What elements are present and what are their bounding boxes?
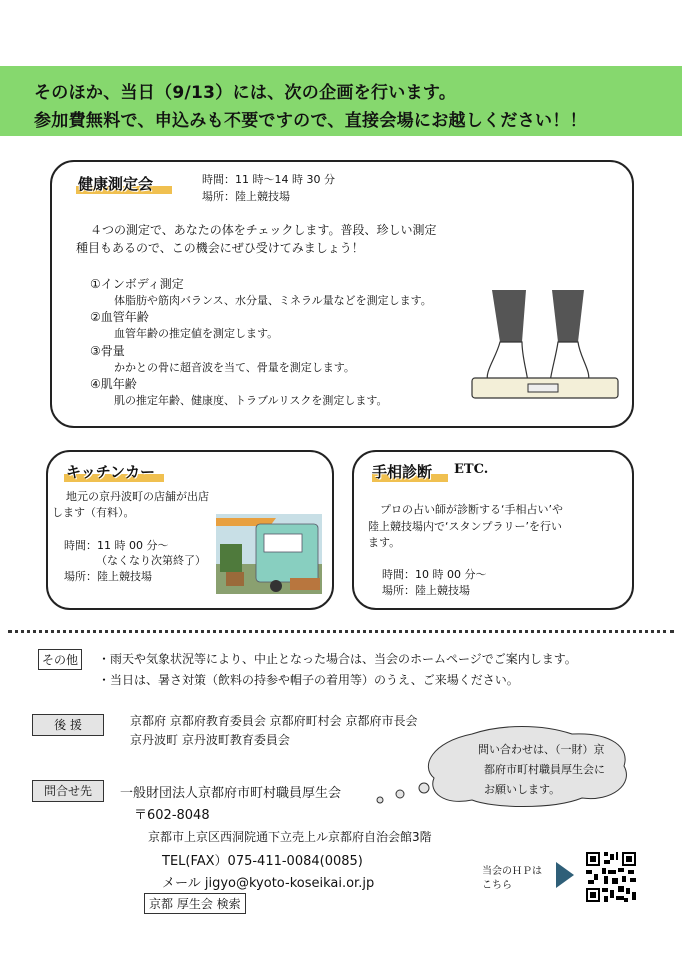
kitchen-desc-1: 地元の京丹波町の店舗が出店 (66, 490, 209, 503)
top-banner (0, 66, 682, 136)
banner-line-1: そのほか、当日（9/13）には、次の企画を行います。 (34, 83, 457, 103)
contact-mail[interactable]: メール jigyo@kyoto-koseikai.or.jp (162, 876, 375, 891)
hp-line-1: 当会のＨＰは (482, 866, 542, 877)
support-line-1: 京都府 京都府教育委員会 京都府町村会 京都府市長会 (130, 714, 418, 728)
hp-line-2: こちら (482, 880, 512, 891)
health-item-desc: 血管年齢の推定値を測定します。 (114, 327, 279, 340)
health-item-desc: かかとの骨に超音波を当て、骨量を測定します。 (114, 361, 355, 374)
bubble-line-2: 都府市町村職員厚生会に (484, 763, 605, 776)
scale-feet-illustration (466, 286, 624, 404)
health-item-name: ②血管年齢 (90, 310, 149, 324)
contact-tel: TEL(FAX）075-411-0084(0085) (162, 854, 363, 869)
banner-line-2: 参加費無料で、申込みも不要ですので、直接会場にお越しください！！ (34, 111, 587, 131)
health-item-name: ①インボディ測定 (90, 277, 184, 291)
kitchen-place: 場所：陸上競技場 (64, 570, 152, 583)
contact-label: 問合せ先 (32, 780, 104, 802)
contact-address: 京都市上京区西洞院通下立売上ル京都府自治会館3階 (148, 830, 432, 844)
bubble-line-1: 問い合わせは、（一財）京 (478, 743, 605, 756)
health-item-name: ③骨量 (90, 344, 125, 358)
kitchen-title: キッチンカー (66, 463, 155, 481)
health-intro-1: ４つの測定で、あなたの体をチェックします。普段、珍しい測定 (90, 223, 437, 237)
section-divider (8, 630, 674, 633)
other-label: その他 (38, 649, 82, 670)
kitchen-time: 時間：11 時 00 分～ (64, 539, 169, 552)
health-place: 場所：陸上競技場 (202, 190, 290, 203)
search-keyword-box: 京都 厚生会 検索 (144, 893, 246, 914)
health-time: 時間：11 時～14 時 30 分 (202, 173, 335, 186)
arrow-right-icon (556, 862, 574, 888)
other-note-1: ・雨天や気象状況等により、中止となった場合は、当会のホームページでご案内します。 (98, 652, 577, 666)
qr-code[interactable] (584, 850, 638, 904)
contact-zip: 〒602-8048 (134, 808, 210, 823)
palm-desc-3: ます。 (368, 536, 401, 549)
kitchen-desc-2: します（有料）。 (52, 506, 135, 519)
health-item-desc: 体脂肪や筋肉バランス、水分量、ミネラル量などを測定します。 (114, 294, 432, 307)
palm-time: 時間：10 時 00 分～ (382, 568, 487, 581)
health-title: 健康測定会 (78, 175, 154, 193)
contact-org: 一般財団法人京都府市町村職員厚生会 (120, 786, 342, 801)
palm-place: 場所：陸上競技場 (382, 584, 470, 597)
bubble-line-3: お願いします。 (484, 783, 561, 796)
support-line-2: 京丹波町 京丹波町教育委員会 (130, 733, 290, 747)
other-note-2: ・当日は、暑さ対策（飲料の持参や帽子の着用等）のうえ、ご来場ください。 (98, 673, 519, 687)
palm-desc-2: 陸上競技場内で‘スタンプラリー’を行い (368, 520, 562, 533)
health-item-name: ④肌年齢 (90, 377, 137, 391)
health-item-desc: 肌の推定年齢、健康度、トラブルリスクを測定します。 (114, 394, 388, 407)
palm-desc-1: プロの占い師が診断する‘手相占い’や (380, 503, 563, 516)
kitchen-note: （なくなり次第終了） (96, 554, 206, 567)
support-label: 後 援 (32, 714, 104, 736)
kitchen-car-photo (216, 514, 322, 594)
health-intro-2: 種目もあるので、この機会にぜひ受けてみましょう！ (76, 241, 364, 255)
palm-title: 手相診断 (372, 463, 433, 481)
palm-title-etc: ETC. (454, 462, 489, 477)
